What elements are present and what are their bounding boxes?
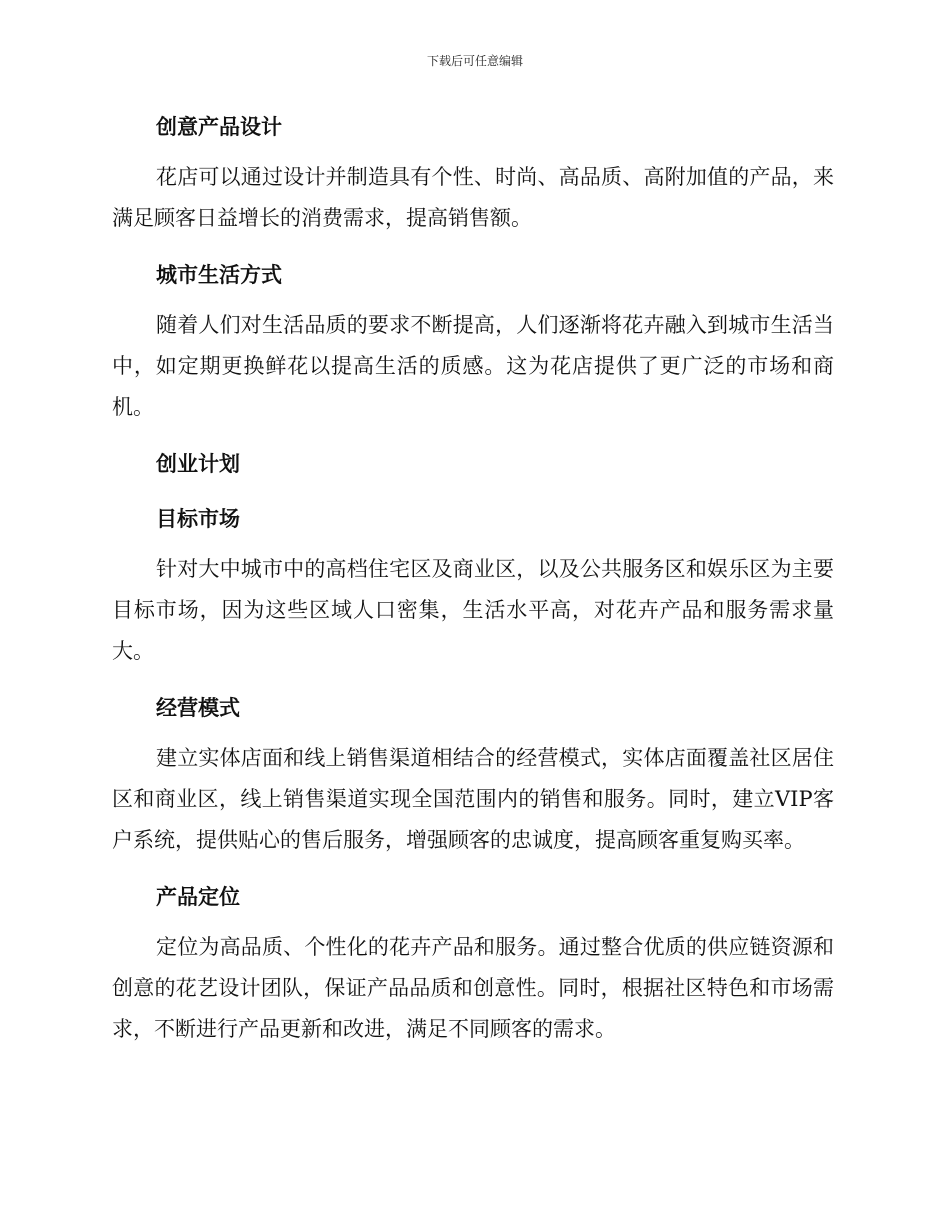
section-heading-business-plan: 创业计划 [156, 452, 240, 476]
section-paragraph-target-market: 针对大中城市中的高档住宅区及商业区，以及公共服务区和娱乐区为主要目标市场，因为这些区域人口密集，生活水平高，对花卉产品和服务需求量大。 [112, 557, 834, 663]
section-paragraph-product-positioning: 定位为高品质、个性化的花卉产品和服务。通过整合优质的供应链资源和创意的花艺设计团队，保证产品品质和创意性。同时，根据社区特色和市场需求，不断进行产品更新和改进，满足不同顾客的需求。 [112, 935, 834, 1041]
document-body [112, 108, 834, 1050]
section-paragraph-business-model: 建立实体店面和线上销售渠道相结合的经营模式，实体店面覆盖社区居住区和商业区，线上销售渠道实现全国范围内的销售和服务。同时，建立VIP客户系统，提供贴心的售后服务，增强顾客的忠诚度，提高顾客重复购买率。 [112, 746, 834, 852]
section-heading-business-model: 经营模式 [156, 696, 240, 720]
section-heading-urban-lifestyle: 城市生活方式 [156, 263, 282, 287]
section-heading-creative-product-design: 创意产品设计 [156, 115, 282, 139]
header-note: 下载后可任意编辑 [426, 54, 523, 68]
section-paragraph-creative-product-design: 花店可以通过设计并制造具有个性、时尚、高品质、高附加值的产品，来满足顾客日益增长的消费需求，提高销售额。 [112, 165, 834, 230]
section-heading-target-market: 目标市场 [156, 507, 240, 531]
section-paragraph-urban-lifestyle: 随着人们对生活品质的要求不断提高，人们逐渐将花卉融入到城市生活当中，如定期更换鲜花以提高生活的质感。这为花店提供了更广泛的市场和商机。 [112, 313, 834, 419]
section-heading-product-positioning: 产品定位 [156, 885, 240, 909]
